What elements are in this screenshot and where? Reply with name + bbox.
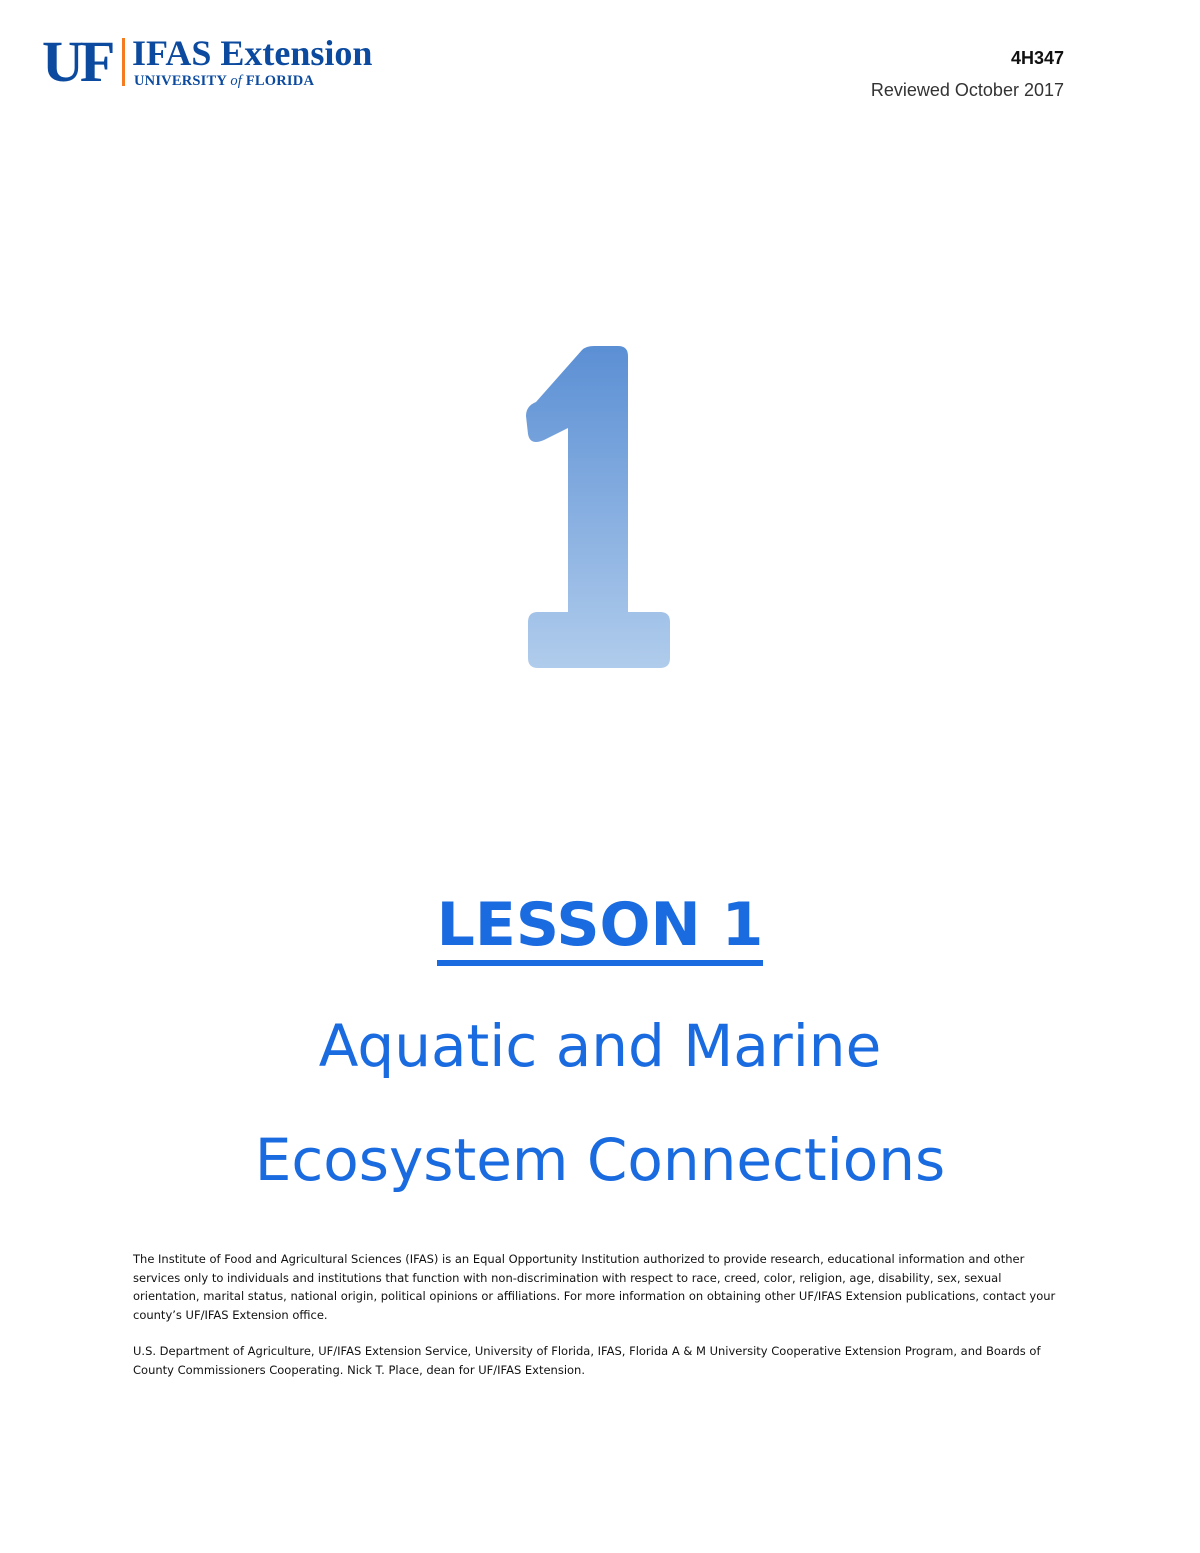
logo-divider	[122, 38, 125, 86]
reviewed-date: Reviewed October 2017	[870, 80, 1064, 100]
logo-uf-mark: UF	[42, 29, 112, 94]
lesson-title-text: LESSON 1	[437, 890, 764, 966]
lesson-subtitle-line-2: Ecosystem Connections	[254, 1126, 946, 1194]
logo-university-of: of	[230, 73, 243, 89]
logo-ifas-extension-text: IFAS Extension	[132, 33, 373, 73]
lesson-number-graphic	[520, 340, 680, 680]
numeral-one-shape	[526, 346, 670, 668]
lesson-title	[0, 888, 1200, 966]
logo-university-prefix: UNIVERSITY	[134, 73, 231, 89]
logo-university-text	[134, 72, 314, 90]
lesson-subtitle-line-1: Aquatic and Marine	[318, 1012, 882, 1080]
uf-ifas-extension-logo	[42, 29, 422, 94]
document-code: 4H347	[1010, 48, 1064, 68]
equal-opportunity-notice: The Institute of Food and Agricultural Sciences (IFAS) is an Equal Opportunity Institution authorized to provide research, educational information and other services only to individuals and institutions that function with non-discrimination with respect to race, creed, color, religion, age, disability, sex, sexual orientation, marital status, national origin, political opinions or affiliations. For more information on obtaining other UF/IFAS Extension publications, contact your county’s UF/IFAS Extension office.	[133, 1252, 1056, 1322]
cooperating-agencies-notice: U.S. Department of Agriculture, UF/IFAS Extension Service, University of Florida, IFAS, Florida A & M University Cooperative Extension Program, and Boards of County Commissioners Cooperating. Nick T. Place, dean for UF/IFAS Extension.	[133, 1344, 1041, 1377]
logo-university-suffix: FLORIDA	[242, 73, 315, 89]
